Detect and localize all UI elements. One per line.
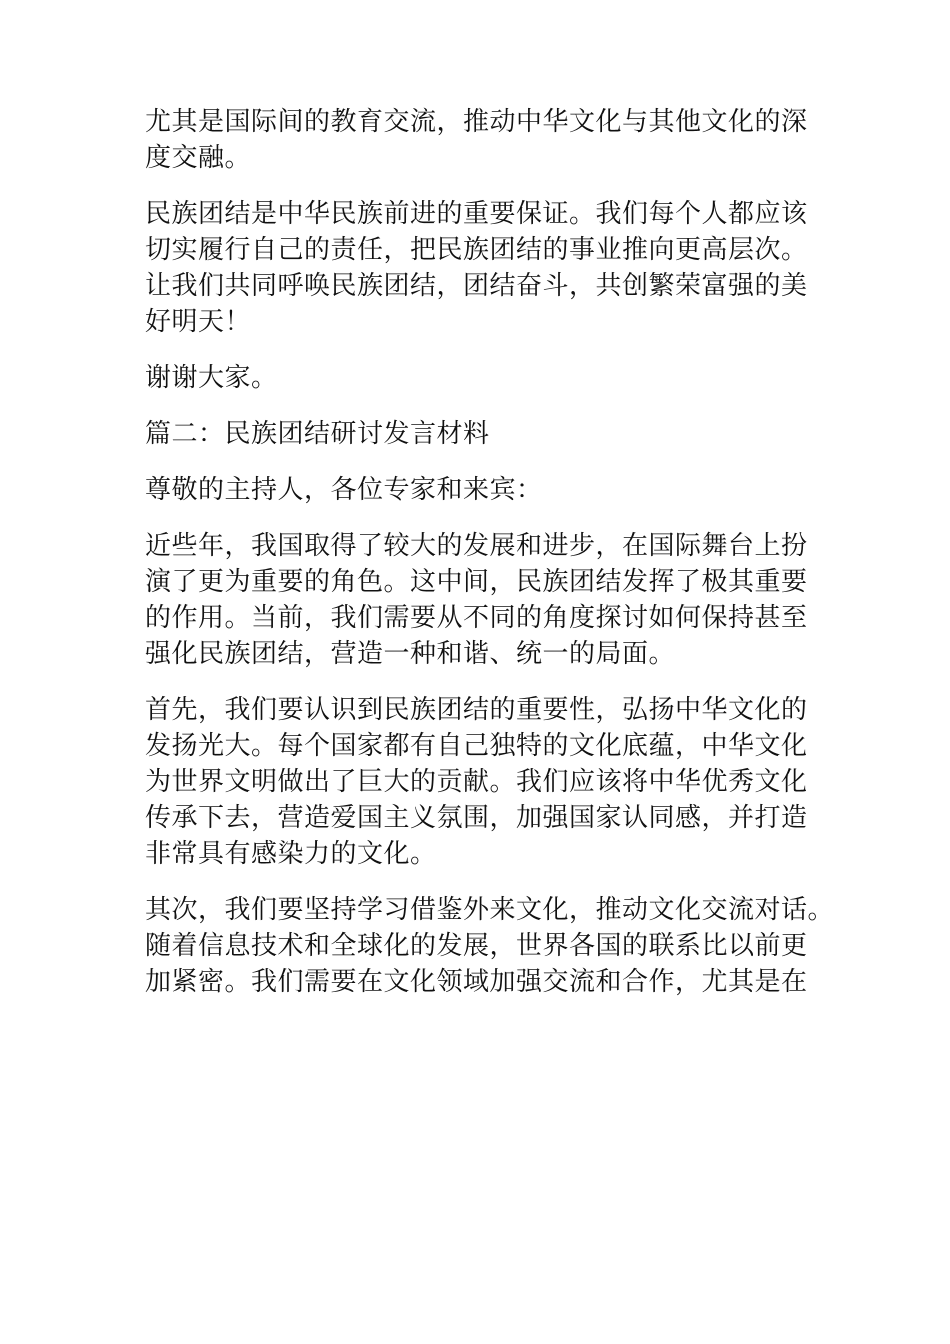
paragraph-6 [145,528,845,672]
text-line: 为世界文明做出了巨大的贡献。我们应该将中华优秀文化 [145,767,808,797]
text-line: 尤其是国际间的教育交流，推动中华文化与其他文化的深 [145,107,808,137]
document-body [145,104,845,1020]
text-line: 其次，我们要坚持学习借鉴外来文化，推动文化交流对话。 [145,895,835,925]
paragraph-2 [145,196,845,340]
salutation-text: 尊敬的主持人，各位专家和来宾： [145,475,543,505]
text-line: 非常具有感染力的文化。 [145,839,437,869]
text-line: 好明天！ [145,307,252,337]
text-line: 民族团结是中华民族前进的重要保证。我们每个人都应该 [145,199,808,229]
paragraph-8 [145,892,845,1000]
text-line: 近些年，我国取得了较大的发展和进步，在国际舞台上扮 [145,531,808,561]
paragraph-7 [145,692,845,872]
text-line: 让我们共同呼唤民族团结，团结奋斗，共创繁荣富强的美 [145,271,808,301]
text-line: 度交融。 [145,143,252,173]
paragraph-3 [145,360,845,396]
text-line: 谢谢大家。 [145,363,278,393]
text-line: 切实履行自己的责任，把民族团结的事业推向更高层次。 [145,235,808,265]
text-line: 随着信息技术和全球化的发展，世界各国的联系比以前更 [145,931,808,961]
text-line: 强化民族团结，营造一种和谐、统一的局面。 [145,639,676,669]
text-line: 发扬光大。每个国家都有自己独特的文化底蕴，中华文化 [145,731,808,761]
text-line: 演了更为重要的角色。这中间，民族团结发挥了极其重要 [145,567,808,597]
paragraph-1 [145,104,845,176]
section-heading [145,416,845,452]
section-heading-text: 篇二：民族团结研讨发言材料 [145,419,490,449]
text-line: 传承下去，营造爱国主义氛围，加强国家认同感，并打造 [145,803,808,833]
text-line: 首先，我们要认识到民族团结的重要性，弘扬中华文化的 [145,695,808,725]
salutation [145,472,845,508]
text-line: 加紧密。我们需要在文化领域加强交流和合作，尤其是在 [145,967,808,997]
text-line: 的作用。当前，我们需要从不同的角度探讨如何保持甚至 [145,603,808,633]
